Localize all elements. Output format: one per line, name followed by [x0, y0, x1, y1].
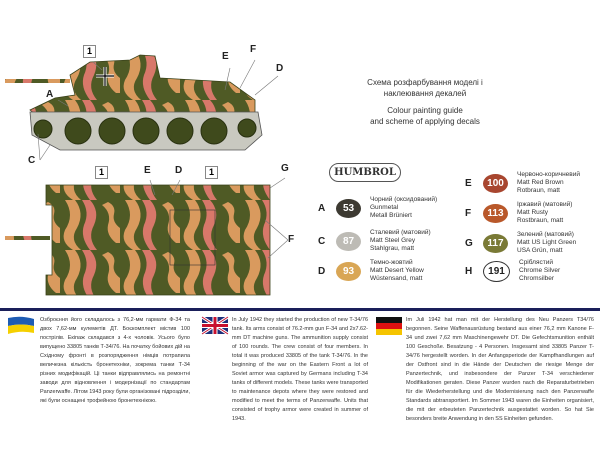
paint-swatch: 191 — [483, 261, 510, 282]
paint-description — [370, 259, 424, 283]
callout-f: F — [288, 234, 295, 245]
paint-letter: H — [465, 265, 473, 277]
tank-illustrations — [0, 0, 320, 305]
callout-e: E — [144, 165, 151, 176]
paint-name-en: Gunmetal — [370, 204, 399, 211]
callout-e: E — [222, 51, 229, 62]
decal-callout-1: 1 — [205, 166, 218, 179]
paint-description — [517, 231, 576, 255]
paint-swatch: 100 — [483, 174, 508, 193]
paint-description — [519, 259, 560, 283]
paint-name-ua: Зелений (матовий) — [517, 231, 574, 238]
title-en-2: and scheme of applying decals — [370, 117, 480, 126]
text-ukrainian: Озброєння його складалось з 76,2-мм гармати Ф-34 та двох 7,62-мм кулеметів ДТ. Боєкомплект містив 100 пострілів. Екіпаж складався з 4-х чоловік. Усього було випущено 33805 танків Т-34/76. На початку бойових дій на Східному фронті в розпорядження німців потрапила величезна кількість бронетехніки, зокрема танки Т-34 різних модифікацій. Ці танки відправлялись на ремонтні заводи для відновлення і модернізації по стандартам Panzerwaffe. Літом 1943 року були організовані підрозділи, які були оснащені трофейною бронетехнікою. — [40, 317, 190, 404]
germany-flag-icon — [374, 315, 404, 335]
paint-name-ua: Чорний (оксидований) — [370, 196, 438, 203]
paint-name-de: Metall Brüniert — [370, 212, 412, 219]
decal-callout-1: 1 — [83, 45, 96, 58]
paint-name-en: Matt Red Brown — [517, 179, 564, 186]
paint-name-ua: Сталевий (матовий) — [370, 229, 431, 236]
paint-name-de: Chromsilber — [519, 275, 555, 282]
paint-name-ua: Іржавий (матовий) — [517, 201, 573, 208]
paint-name-de: Rostbraun, matt — [517, 217, 564, 224]
divider — [0, 308, 600, 311]
text-german: Im Juli 1942 hat man mit der Herstellung des Neu Panzers T34/76 begonnen. Seine Waffenausrüstung bestand aus einer 76,2 mm Kanone F-34 und zwei 7,62 mm Maschinengewehr DT. Die Gefechtsmunition enthält 100 Geschoße. Besatzung - 4 Personen. Insgesamt sind 33805 Panzer T-34/76 hergestellt worden. In der Anfangsperiode der Kampfhandlungen auf der Ostfront sind in die Hände der Deutschen die riesige Menge der Panzertechnik, und insbesondere der Panzer T-34 verschiedener Modifikationen geraten. Diese Panzer wurden nach die Reparaturbetrieben für die Wiederherstellung und die Modernisierung nach den Panzerwaffe Standards abtransportiert. Im Sommer 1943 waren die Einheiten organisiert, die mit der erbeuteten Panzertechnik ausgestattet worden. So hat Sie besonders breite Anwendung in den SS Einheiten gefunden. — [406, 317, 594, 422]
paint-row-h — [465, 259, 560, 283]
paint-name-de: Wüstensand, matt — [370, 275, 423, 282]
paint-name-ua: Темно-жовтий — [370, 259, 413, 266]
callout-a: A — [46, 89, 54, 100]
paint-row-g — [465, 231, 576, 255]
paint-letter: G — [465, 237, 473, 249]
paint-swatch: 93 — [336, 262, 361, 281]
paint-name-en: Matt Desert Yellow — [370, 267, 424, 274]
paint-name-de: USA Grün, matt — [517, 247, 563, 254]
paint-letter: C — [318, 235, 326, 247]
paint-row-e — [465, 171, 580, 195]
paint-swatch: 53 — [336, 199, 361, 218]
top-view-tank — [5, 185, 270, 295]
callout-d: D — [175, 165, 183, 176]
paint-name-ua: Червоно-коричневий — [517, 171, 581, 178]
paint-letter: A — [318, 202, 326, 214]
paint-letter: F — [465, 207, 472, 219]
decal-callout-1: 1 — [95, 166, 108, 179]
paint-swatch: 113 — [483, 204, 508, 223]
paint-description — [517, 171, 580, 195]
paint-name-en: Matt Rusty — [517, 209, 549, 216]
uk-flag-icon — [200, 315, 230, 335]
callout-f: F — [250, 44, 257, 55]
paint-row-f — [465, 201, 572, 225]
paint-letter: D — [318, 265, 326, 277]
callout-c: C — [28, 155, 36, 166]
paint-description — [370, 229, 431, 253]
paint-row-a — [318, 196, 437, 220]
title-ua: Схема розфарбування моделі і наклеювання декалей — [367, 78, 483, 98]
humbrol-logo: HUMBROL — [329, 163, 401, 182]
paint-name-de: Rotbraun, matt — [517, 187, 560, 194]
callout-d: D — [276, 63, 284, 74]
paint-description — [370, 196, 437, 220]
paint-name-en: Chrome Silver — [519, 267, 561, 274]
callout-g: G — [281, 163, 289, 174]
text-english: In July 1942 they started the production of new T-34/76 tank. Its arms consist of 76.2-mm gun F-34 and 2x7.62-mm DT machine guns. The ammunition supply consist of 100 rounds. The crew consist of four members. In total it was produced 33805 of the tank T-34/76. In the beginning of the war on the Eastern Front a lot of Soviet armor was captured by Germans including T-34 tanks of different models. These tanks were transported to maintenance depots where they were restored and modified to meet the terms of Panzerwaffe. Units that consisted of trophy armor were created in summer of 1943. — [232, 317, 368, 422]
paint-row-d — [318, 259, 424, 283]
paint-description — [517, 201, 572, 225]
ukraine-flag-icon — [6, 315, 36, 335]
paint-name-en: Matt US Light Green — [517, 239, 577, 246]
side-view-tank — [5, 55, 262, 150]
paint-letter: E — [465, 177, 472, 189]
paint-name-en: Matt Steel Grey — [370, 237, 416, 244]
guide-title — [345, 77, 505, 127]
title-en-1: Colour painting guide — [387, 106, 463, 115]
paint-name-de: Stahlgrau, matt — [370, 245, 415, 252]
paint-row-c — [318, 229, 431, 253]
paint-swatch: 117 — [483, 234, 508, 253]
paint-swatch: 87 — [336, 232, 361, 251]
paint-name-ua: Сріблястий — [519, 259, 553, 266]
